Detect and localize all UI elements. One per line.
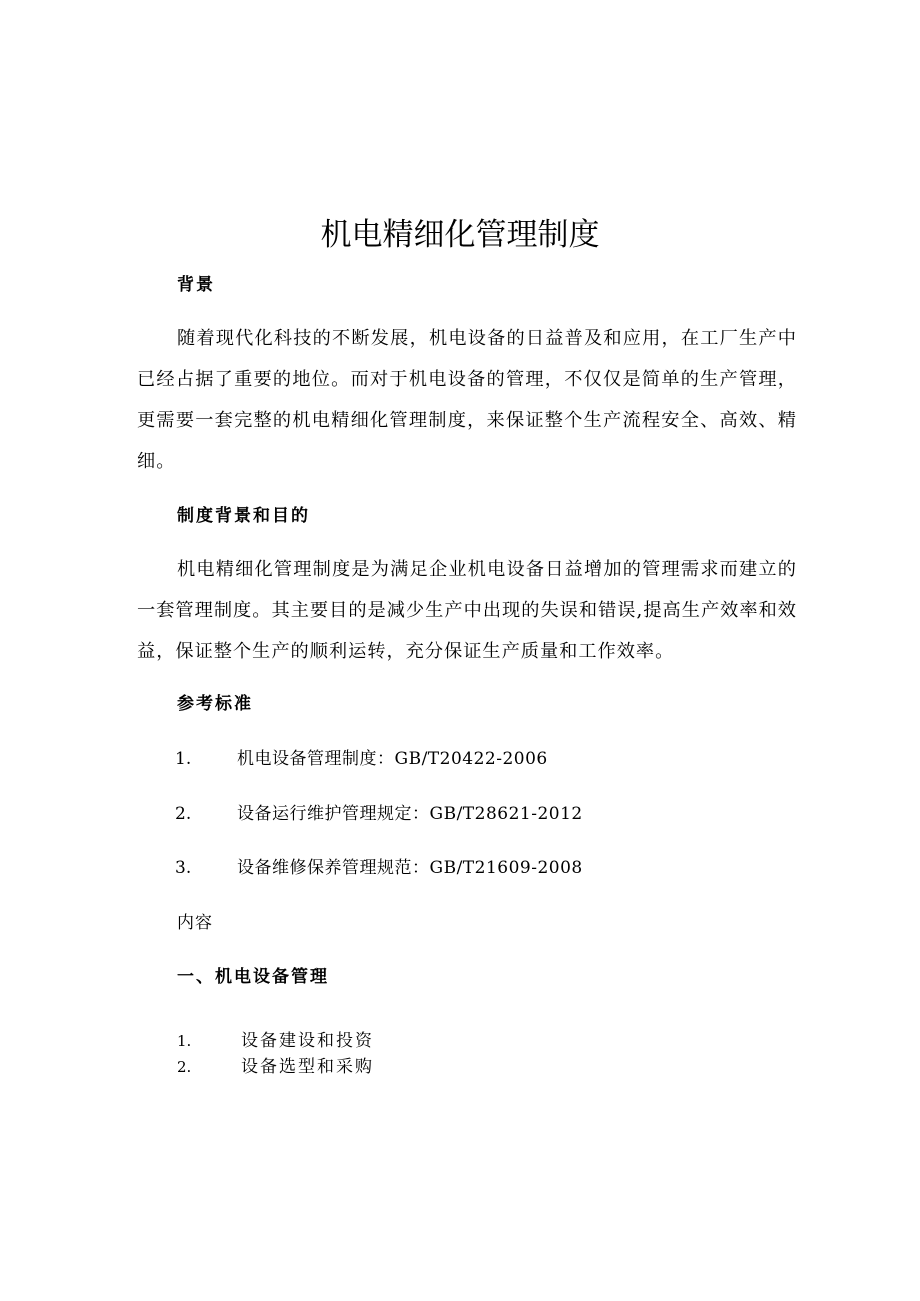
equipment-item-number: 1.: [177, 1032, 192, 1050]
standard-item: [175, 800, 583, 828]
equipment-item-text: 设备建设和投资: [241, 1031, 374, 1051]
standard-item-number: 3.: [175, 858, 192, 878]
content-label: 内容: [177, 913, 213, 933]
standard-item-text: 设备维修保养管理规范：GB/T21609-2008: [237, 858, 583, 878]
section-heading-standards: 参考标准: [177, 694, 253, 714]
standard-item: [175, 745, 548, 773]
standard-item-text: 机电设备管理制度：GB/T20422-2006: [237, 749, 548, 769]
standard-item-number: 1.: [175, 749, 192, 769]
standard-item-number: 2.: [175, 804, 192, 824]
section-heading-background: 背景: [177, 275, 215, 295]
equipment-item-number: 2.: [177, 1058, 192, 1076]
standard-item: [175, 854, 583, 882]
background-paragraph: 随着现代化科技的不断发展，机电设备的日益普及和应用，在工厂生产中已经占据了重要的地位。而对于机电设备的管理，不仅仅是简单的生产管理，更需要一套完整的机电精细化管理制度，来保证整个生产流程安全、高效、精细。: [137, 328, 797, 472]
equipment-item-text: 设备选型和采购: [241, 1057, 374, 1077]
document-title: 机电精细化管理制度: [320, 217, 600, 253]
equipment-list-item: [177, 1029, 374, 1053]
equipment-list-item: [177, 1055, 374, 1079]
purpose-paragraph: 机电精细化管理制度是为满足企业机电设备日益增加的管理需求而建立的一套管理制度。其主要目的是减少生产中出现的失误和错误,提高生产效率和效益，保证整个生产的顺利运转，充分保证生产质量和工作效率。: [137, 559, 797, 662]
standard-item-text: 设备运行维护管理规定：GB/T28621-2012: [237, 804, 583, 824]
section-heading-equipment: 一、机电设备管理: [177, 967, 329, 987]
section-heading-purpose: 制度背景和目的: [177, 506, 310, 526]
